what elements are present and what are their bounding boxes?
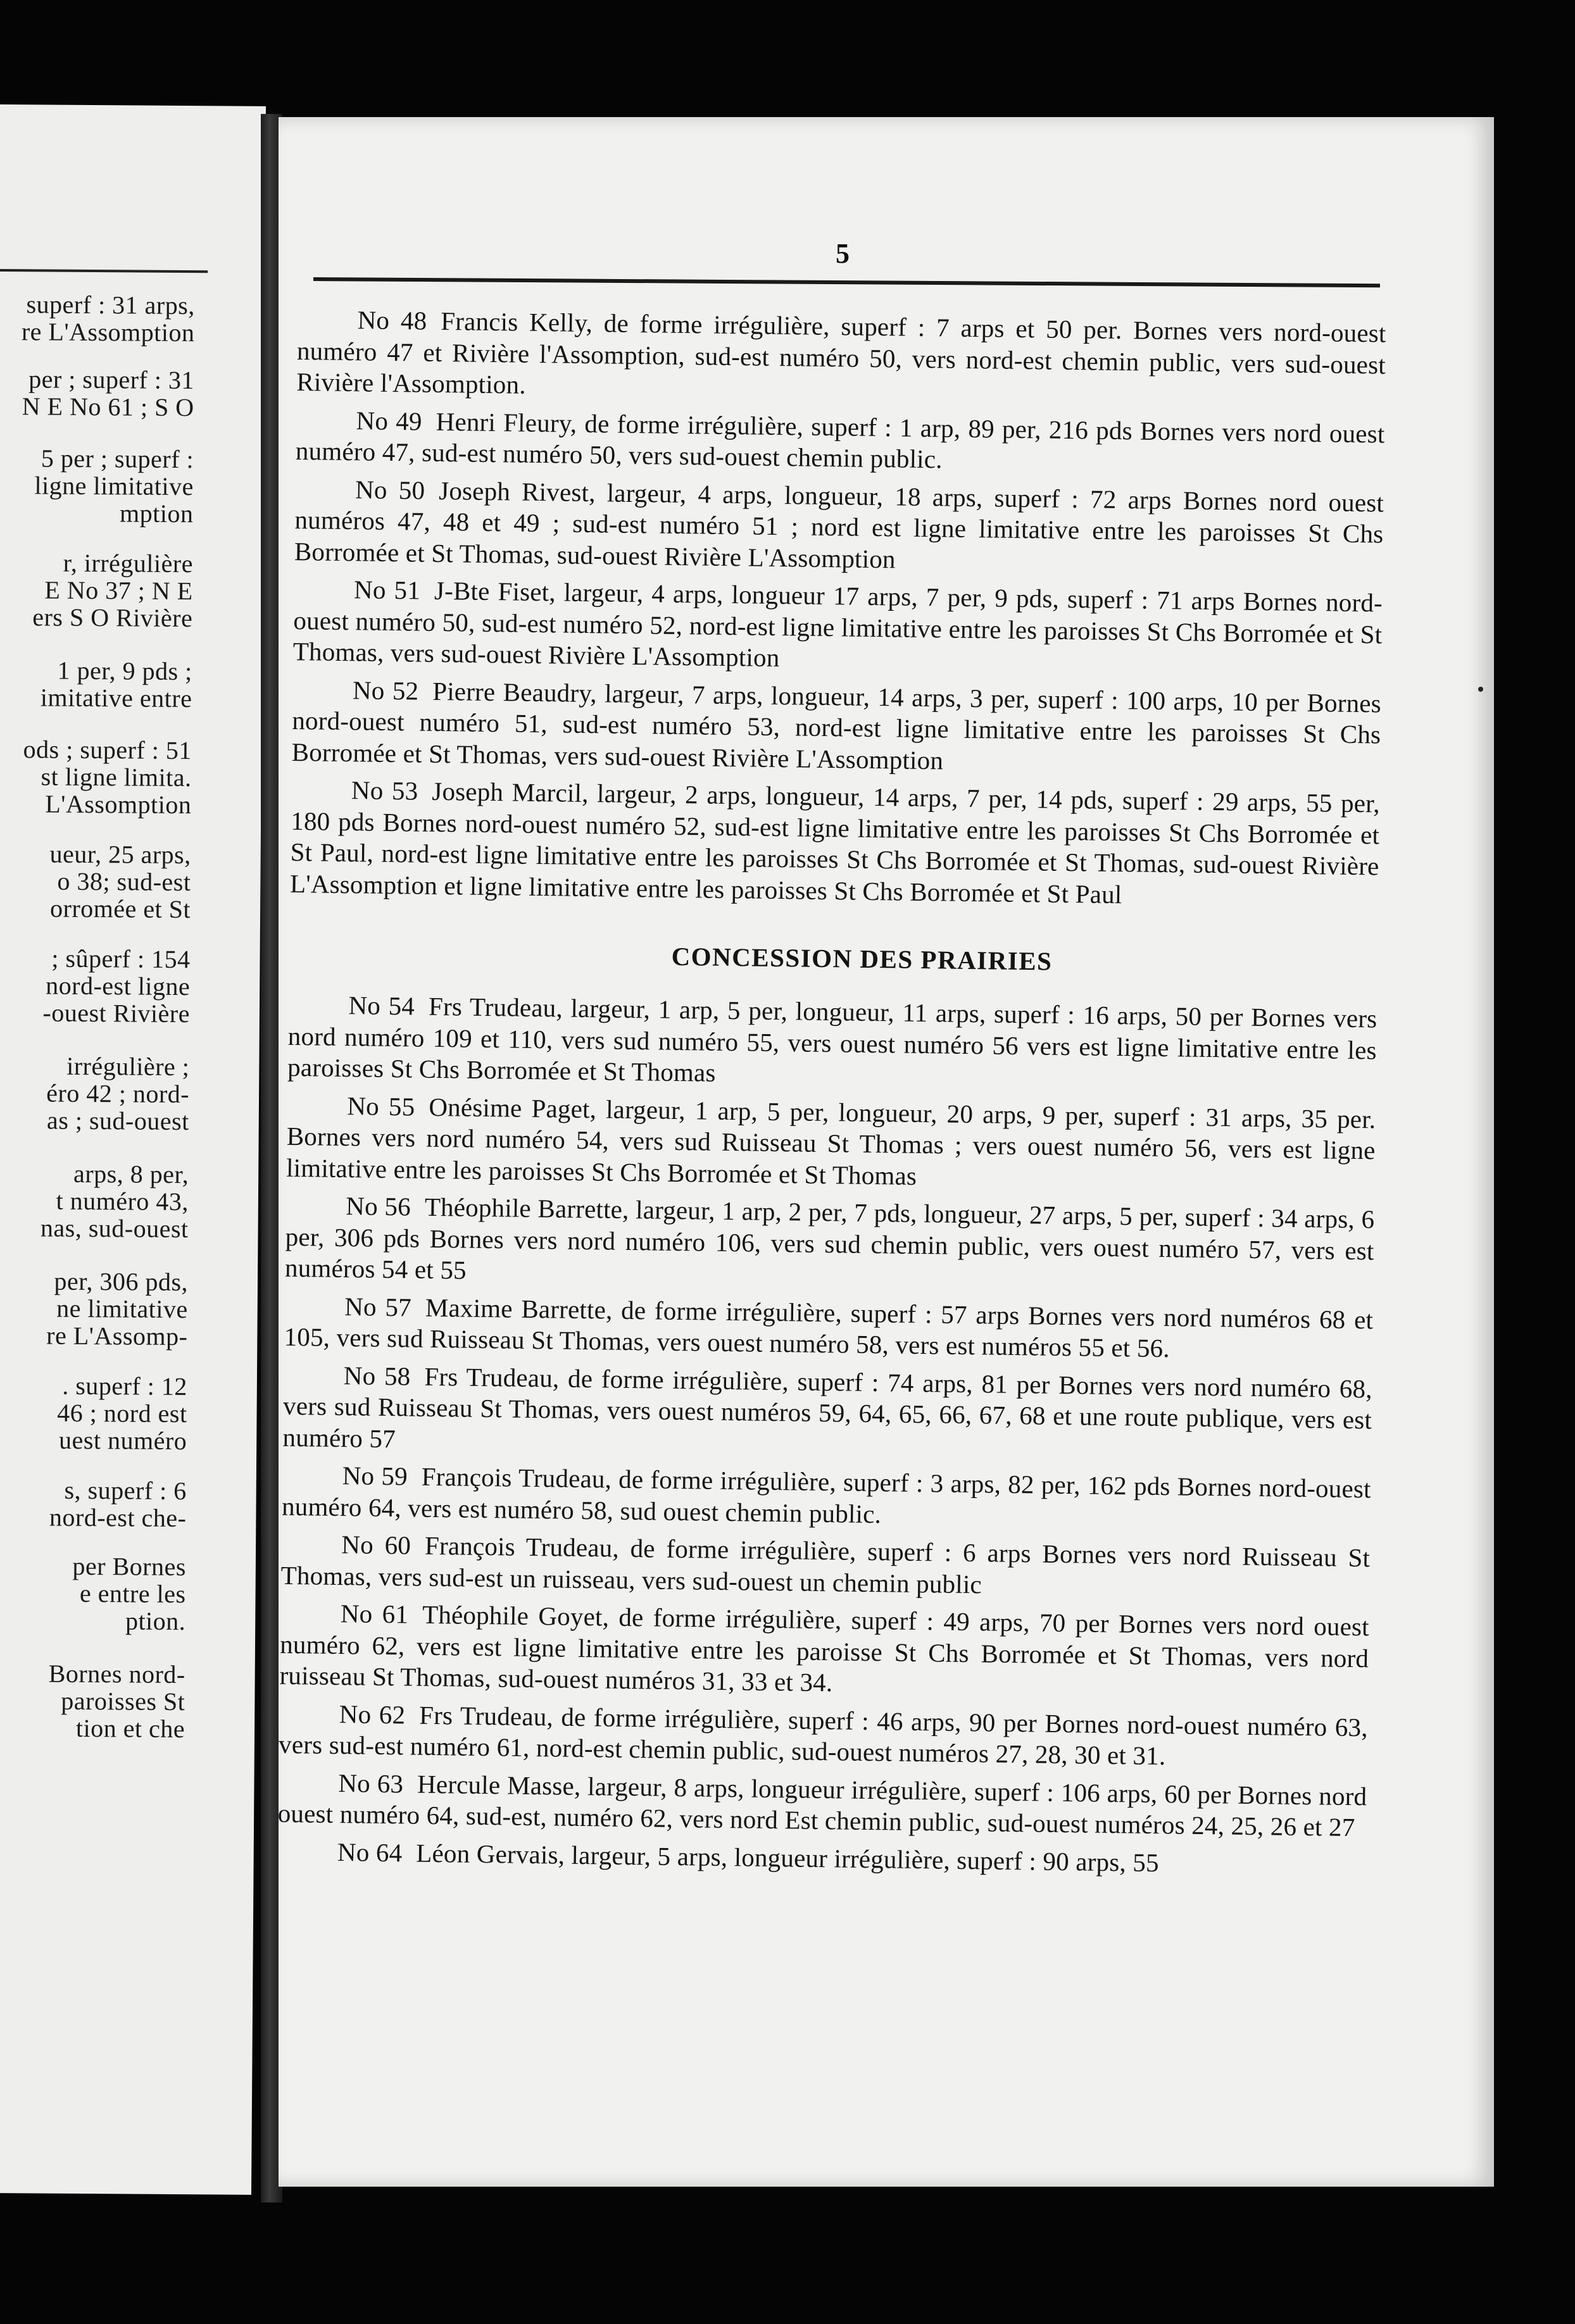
lot-entry — [286, 1089, 1376, 1197]
scan-speck — [1478, 687, 1483, 692]
lot-description: François Trudeau, de forme irrégulière, superf : 3 arps, 82 per, 162 pds Bornes nord-ouest numéro 64, vers est numéro 58, sud ouest chemin public. — [281, 1461, 1371, 1528]
previous-page-line: ; sûperf : 154 — [51, 944, 191, 974]
previous-page-line: ueur, 25 arps, — [49, 839, 191, 870]
lot-entry — [292, 573, 1383, 682]
lot-number: No 53 — [351, 775, 418, 806]
lot-entry — [284, 1290, 1373, 1367]
previous-page-line: 46 ; nord est — [57, 1398, 187, 1428]
previous-page-line: re L'Assomption — [21, 317, 195, 347]
lot-description: François Trudeau, de forme irrégulière, superf : 6 arps Bornes vers nord Ruisseau St Thomas, vers sud-est un ruisseau, vers sud-ouest un chemin public — [280, 1530, 1371, 1599]
previous-page-line: E No 37 ; N E — [44, 575, 193, 606]
previous-page-line: o 38; sud-est — [57, 866, 191, 897]
lot-description: J-Bte Fiset, largeur, 4 arps, longueur 17 arps, 7 per, 9 pds, superf : 71 arps Bornes nord-ouest numéro 50, sud-est numéro 52, nord-est ligne limitative entre les paroisses St Chs Borromée et St Thomas, vers sud-ouest Rivière L'Assomption — [292, 575, 1383, 673]
lot-description: Léon Gervais, largeur, 5 arps, longueur irrégulière, superf : 90 arps, 55 — [416, 1838, 1160, 1877]
previous-page-line: L'Assomption — [45, 789, 192, 820]
lot-number: No 60 — [341, 1530, 411, 1560]
previous-page-line: re L'Assomp- — [46, 1321, 188, 1351]
lot-entry — [296, 404, 1385, 481]
previous-page-line: nord-est ligne — [46, 971, 191, 1001]
lot-entry — [279, 1697, 1368, 1775]
previous-page-line: orromée et St — [49, 894, 191, 924]
lot-description: Joseph Rivest, largeur, 4 arps, longueur, 18 arps, superf : 72 arps Bornes nord ouest numéros 47, 48 et 49 ; sud-est numéro 51 ; nord est ligne limitative entre les paroisses St Chs Borromée et St Thomas, sud-ouest Rivière L'Assomption — [294, 475, 1384, 573]
previous-page-line: éro 42 ; nord- — [46, 1078, 190, 1109]
lot-number: No 61 — [340, 1599, 409, 1629]
lot-description: Frs Trudeau, de forme irrégulière, superf : 46 arps, 90 per Bornes nord-ouest numéro 63, vers sud-est numéro 61, nord-est chemin public, sud-ouest numéros 27, 28, 30 et 31. — [278, 1700, 1369, 1771]
previous-page-line: imitative entre — [40, 683, 192, 713]
lot-entry — [296, 304, 1386, 412]
previous-page-text — [0, 104, 196, 1744]
previous-page-line: mption — [119, 499, 194, 528]
lot-number: No 55 — [347, 1090, 415, 1121]
previous-page-line: uest numéro — [58, 1425, 187, 1456]
lot-number: No 51 — [353, 575, 421, 605]
previous-page-line: per, 306 pds, — [54, 1266, 189, 1297]
previous-page-line: per ; superf : 31 — [28, 365, 195, 395]
lot-description: Théophile Goyet, de forme irrégulière, superf : 49 arps, 70 per Bornes vers nord ouest numéro 62, vers est ligne limitative entre les paroisse St Chs Borromée et St Thomas, vers nord ruisseau St Thomas, sud-ouest numéros 31, 33 et 34. — [279, 1599, 1370, 1697]
previous-page-line: tion et che — [75, 1713, 185, 1744]
lot-entry — [287, 989, 1377, 1097]
lot-entry — [280, 1528, 1370, 1606]
lot-description: Pierre Beaudry, largeur, 7 arps, longueur, 14 arps, 3 per, superf : 100 arps, 10 per Bornes nord-ouest numéro 51, sud-est numéro 53, nord-est ligne limitative entre les paroisses St Chs Borromée et St Thomas, vers sud-ouest Rivière L'Assomption — [291, 676, 1382, 775]
previous-page-line: ligne limitative — [34, 471, 194, 501]
lot-entry — [285, 1190, 1375, 1298]
lot-number: No 63 — [338, 1768, 404, 1798]
lot-number: No 48 — [357, 305, 427, 335]
previous-page-line: r, irrégulière — [63, 548, 194, 578]
previous-page-line: as ; sud-ouest — [46, 1106, 189, 1136]
previous-page-line: Bornes nord- — [48, 1659, 185, 1689]
previous-page-fragment — [0, 104, 266, 2195]
lot-description: Joseph Marcil, largeur, 2 arps, longueur, 14 arps, 7 per, 14 pds, superf : 29 arps, 55 per, 180 pds Bornes nord-ouest numéro 52, sud-est ligne limitative entre les paroisses St Chs Borromée et St Paul, nord-est ligne limitative entre les paroisses St Chs Borromée et St Thomas, sud-ouest Rivière L'Assomption et ligne limitative entre les paroisses St Chs Borromée et St Paul — [289, 776, 1381, 909]
previous-page-line: N E No 61 ; S O — [22, 392, 194, 422]
previous-page-line: nas, sud-ouest — [40, 1213, 189, 1244]
lot-number: No 57 — [344, 1291, 412, 1321]
lot-description: Théophile Barrette, largeur, 1 arp, 2 per, 7 pds, longueur, 27 arps, 5 per, superf : 34 arps, 6 per, 306 pds Bornes vers nord numéro 106, vers sud chemin public, vers ouest numéro 57, vers est numéros 54 et 55 — [284, 1192, 1375, 1285]
entries-concession-des-prairies — [277, 989, 1377, 1881]
previous-page-line: -ouest Rivière — [42, 998, 191, 1028]
lot-entry — [291, 673, 1381, 782]
previous-page-line: s, superf : 6 — [64, 1475, 187, 1506]
previous-page-line: arps, 8 per, — [73, 1159, 189, 1189]
lot-description: Onésime Paget, largeur, 1 arp, 5 per, longueur, 20 arps, 9 per, superf : 31 arps, 35 per. Bornes vers nord numéro 54, vers sud Ruisseau St Thomas ; vers ouest numéro 56, vers est ligne limitative entre les paroisses St Chs Borromée et St Thomas — [286, 1092, 1376, 1190]
lot-entry — [282, 1359, 1372, 1467]
lot-entry — [294, 473, 1384, 581]
lot-number: No 59 — [342, 1461, 408, 1491]
lot-number: No 50 — [355, 474, 425, 505]
lot-description: Hercule Masse, largeur, 8 arps, longueur irrégulière, superf : 106 arps, 60 per Bornes nord ouest numéro 64, sud-est, numéro 62, vers nord Est chemin public, sud-ouest numéros 24, 25, 26 et 27 — [277, 1769, 1367, 1842]
previous-page-line: ne limitative — [56, 1294, 188, 1324]
previous-page-line: ers S O Rivière — [32, 603, 193, 633]
previous-page-line: t numéro 43, — [56, 1186, 189, 1216]
previous-page-line: ods ; superf : 51 — [23, 735, 192, 765]
lot-number: No 62 — [339, 1699, 406, 1729]
previous-page-rule — [0, 269, 208, 273]
lot-number: No 56 — [346, 1191, 411, 1221]
previous-page-line: 1 per, 9 pds ; — [57, 656, 192, 686]
page-body — [277, 304, 1386, 1887]
previous-page-line: superf : 31 arps, — [26, 290, 195, 320]
section-heading: CONCESSION DES PRAIRIES — [671, 941, 1053, 976]
lot-number: No 52 — [352, 675, 419, 706]
previous-page-line: irrégulière ; — [66, 1051, 190, 1082]
lot-entry — [282, 1459, 1371, 1537]
lot-entry — [277, 1835, 1367, 1881]
previous-page-line: 5 per ; superf : — [41, 444, 194, 474]
lot-entry — [279, 1597, 1369, 1706]
entries-before-section — [290, 304, 1386, 913]
lot-description: Frs Trudeau, largeur, 1 arp, 5 per, longueur, 11 arps, superf : 16 arps, 50 per Bornes vers nord numéro 109 et 110, vers sud numéro 55, vers ouest numéro 56 vers est ligne limitative entre les paroisses St Chs Borromée et St Thomas — [287, 991, 1377, 1087]
lot-entry — [290, 774, 1380, 913]
previous-page-line: ption. — [125, 1606, 186, 1636]
previous-page-line: paroisses St — [61, 1686, 185, 1716]
lot-entry — [277, 1766, 1367, 1844]
lot-description: Frs Trudeau, de forme irrégulière, superf : 74 arps, 81 per Bornes vers nord numéro 68, vers sud Ruisseau St Thomas, vers ouest numéros 59, 64, 65, 66, 67, 68 et une route publique, vers est numéro 57 — [282, 1361, 1373, 1453]
previous-page-line: e entre les — [79, 1578, 186, 1609]
page-number: 5 — [836, 238, 850, 269]
lot-description: Maxime Barrette, de forme irrégulière, superf : 57 arps Bornes vers nord numéros 68 et 105, vers sud Ruisseau St Thomas, vers ouest numéro 58, vers est numéros 55 et 56. — [284, 1292, 1374, 1363]
lot-number: No 54 — [348, 990, 415, 1021]
previous-page-line: st ligne limita. — [41, 762, 192, 792]
previous-page-line: . superf : 12 — [62, 1371, 188, 1401]
lot-number: No 64 — [337, 1837, 403, 1867]
lot-description: Francis Kelly, de forme irrégulière, superf : 7 arps et 50 per. Bornes vers nord-ouest numéro 47 et Rivière l'Assomption, sud-est numéro 50, vers nord-est chemin public, vers sud-ouest Rivière l'Assomption. — [296, 306, 1386, 399]
lot-number: No 49 — [356, 405, 423, 436]
previous-page-line: per Bornes — [72, 1551, 187, 1582]
previous-page-line: nord-est che- — [49, 1502, 187, 1533]
lot-number: No 58 — [343, 1360, 411, 1390]
lot-description: Henri Fleury, de forme irrégulière, superf : 1 arp, 89 per, 216 pds Bornes vers nord ouest numéro 47, sud-est numéro 50, vers sud-ouest chemin public. — [295, 406, 1385, 474]
